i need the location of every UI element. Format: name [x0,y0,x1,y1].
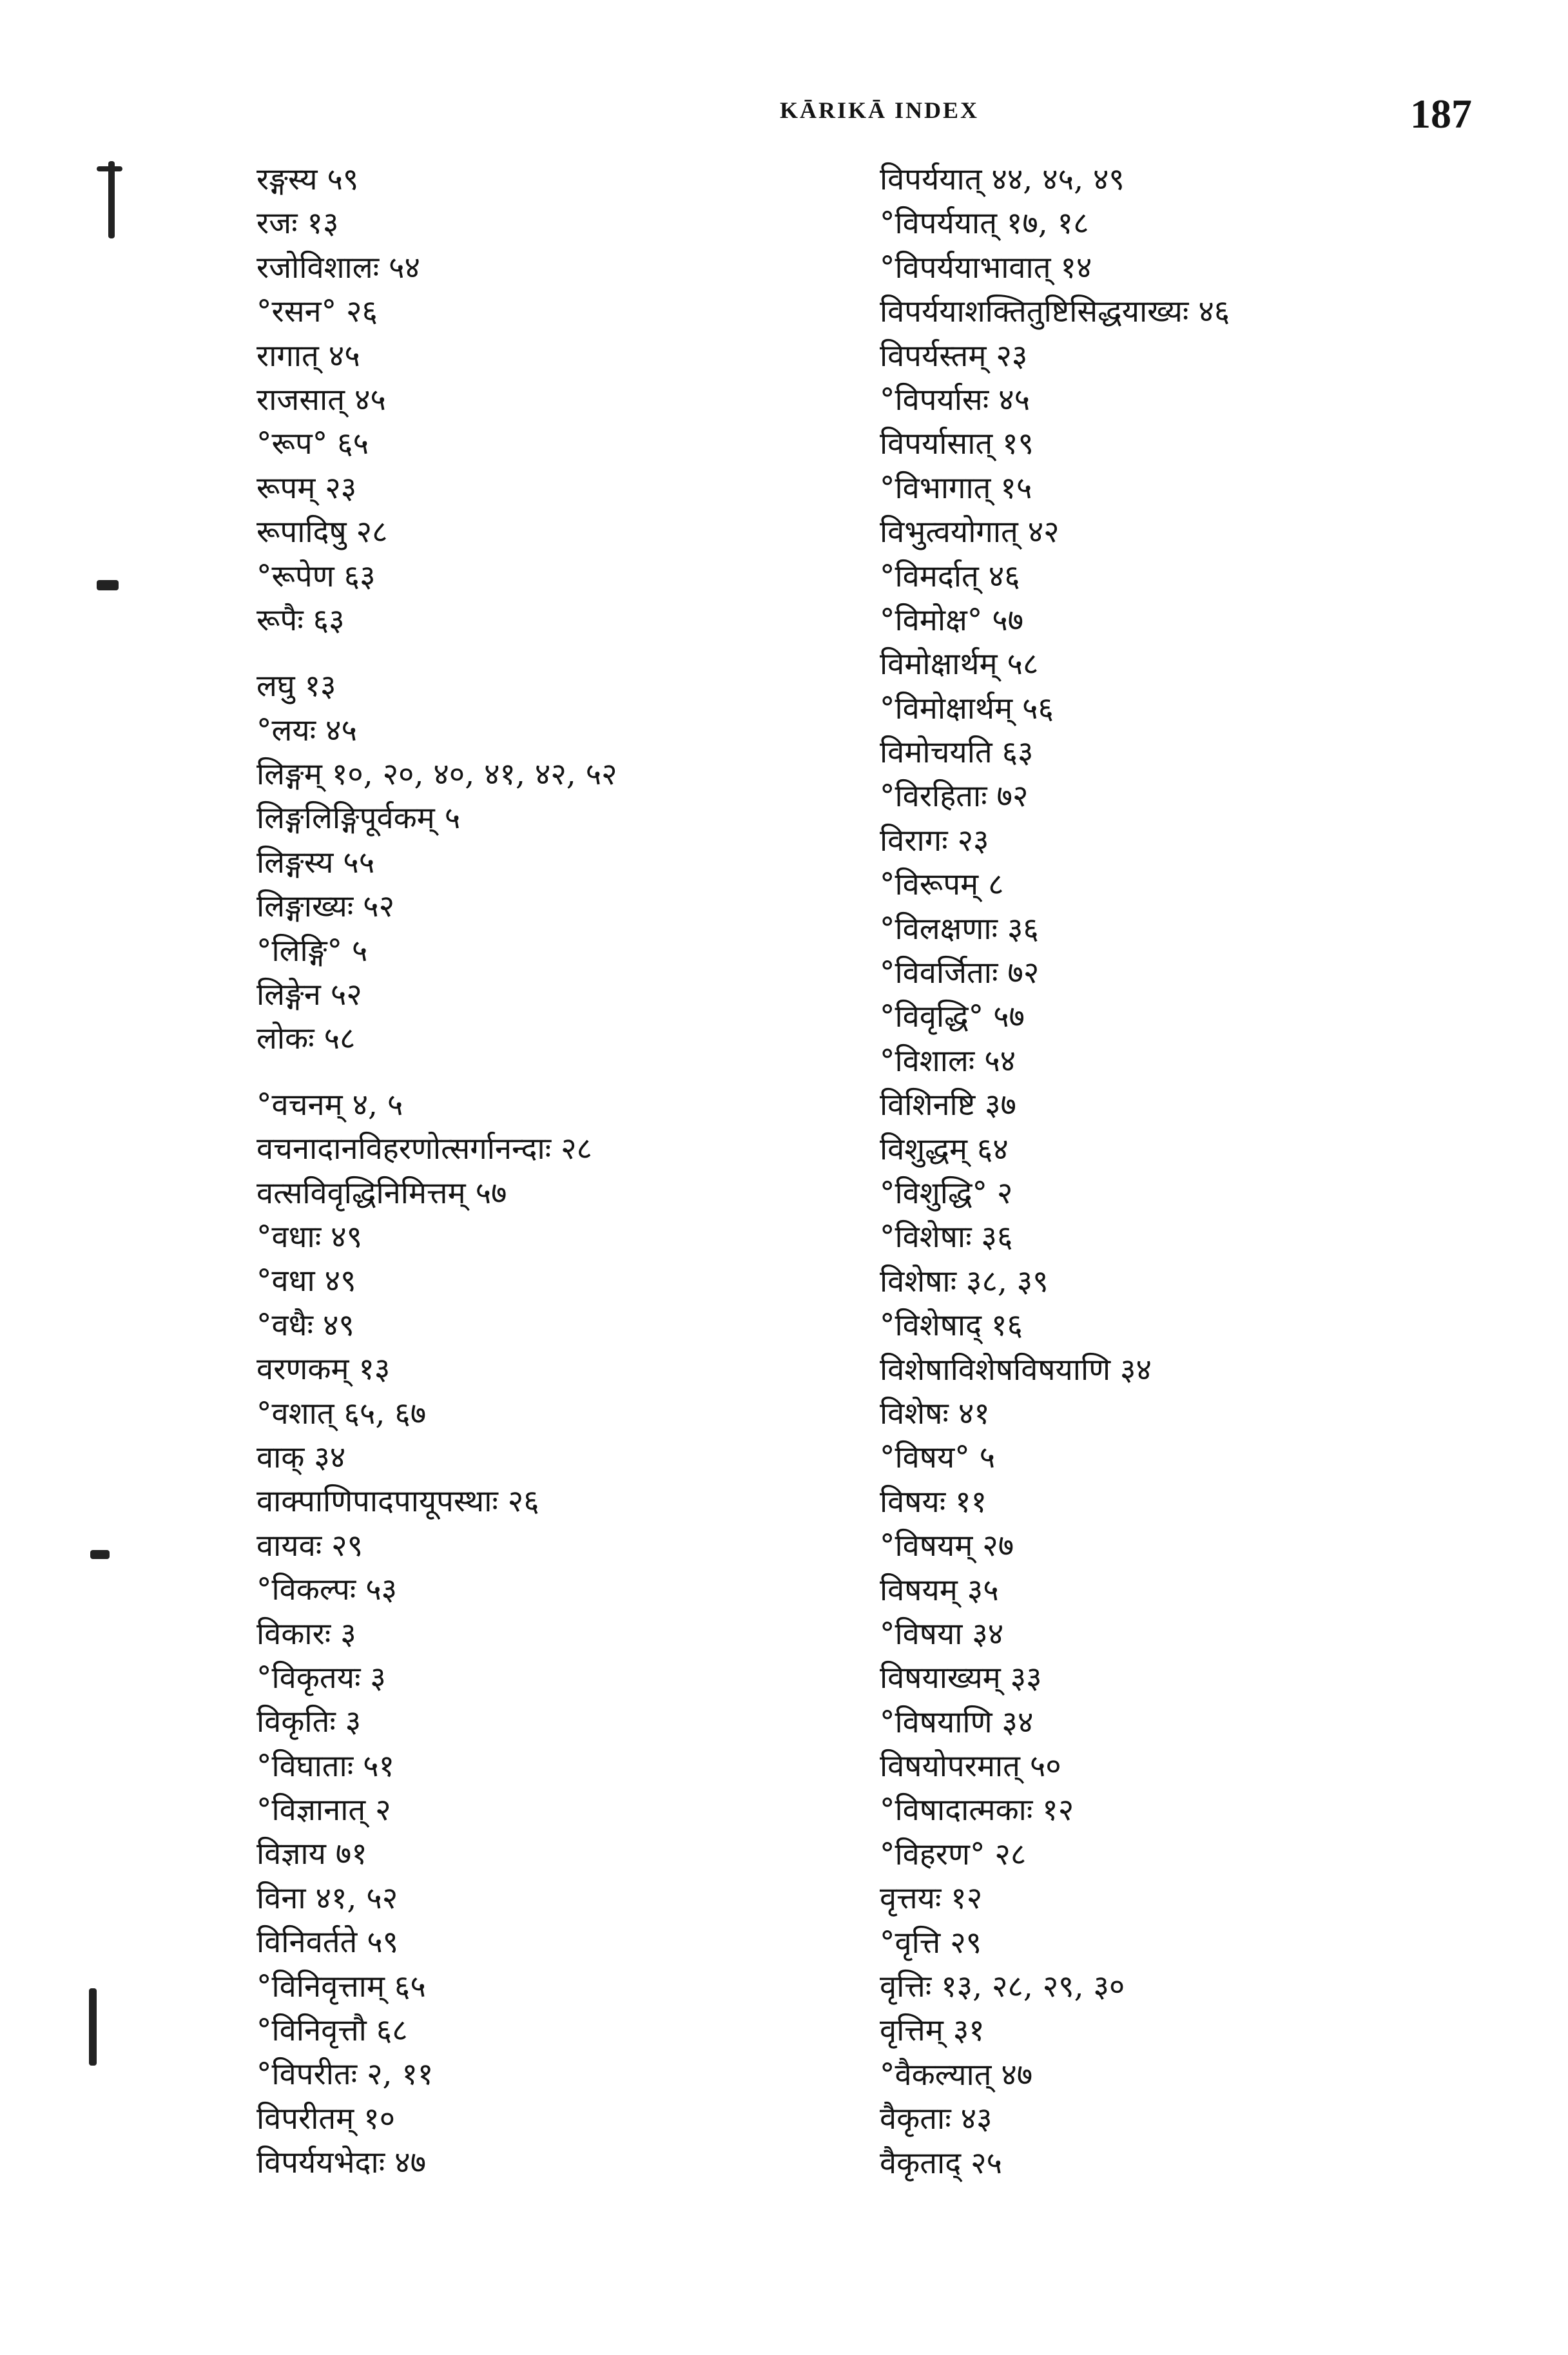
index-entry: वृत्तिः १३, २८, २९, ३० [880,1969,1125,2005]
index-entry: °विशेषाद् १६ [880,1308,1023,1344]
index-entry: °विज्ञानात् २ [256,1792,391,1828]
index-entry: रजोविशालः ५४ [256,249,420,286]
index-entry: °वधाः ४९ [256,1219,363,1255]
index-entry: विपर्यस्तम् २३ [880,338,1028,374]
index-entry: °विनिवृत्तौ ६८ [256,2013,408,2049]
index-entry: विकारः ३ [256,1616,356,1652]
index-entry: °विशुद्धि° २ [880,1175,1013,1211]
index-entry: विषयोपरमात् ५० [880,1749,1061,1785]
index-entry: °विषादात्मकाः १२ [880,1792,1074,1828]
index-entry: °विषयम् २७ [880,1528,1014,1564]
index-entry: विपरीतम् १० [256,2100,396,2137]
index-entry: विज्ञाय ७१ [256,1836,367,1872]
index-entry: °विषयाणि ३४ [880,1704,1034,1740]
index-entry: वत्सविवृद्धिनिमित्तम् ५७ [256,1175,507,1211]
index-entry: लिङ्गलिङ्गिपूर्वकम् ५ [256,800,461,837]
index-entry: विमोचयति ६३ [880,735,1034,771]
scan-mark [97,166,122,171]
index-entry: °रूप° ६५ [256,426,369,462]
index-entry: °लिङ्गि° ५ [256,933,368,969]
index-entry: °विभागात् १५ [880,470,1032,506]
index-entry: विभुत्वयोगात् ४२ [880,514,1060,550]
left-index-column [256,158,901,2185]
index-entry: °विनिवृत्ताम् ६५ [256,1968,426,2004]
index-entry: °विपर्ययाभावात् १४ [880,249,1092,286]
index-entry: °विवर्जिताः ७२ [880,955,1040,991]
index-entry: °विपर्ययात् १७, १८ [880,206,1089,242]
index-entry: विशिनष्टि ३७ [880,1087,1016,1123]
index-entry: °विशेषाः ३६ [880,1219,1013,1255]
index-entry: °वैकल्यात् ४७ [880,2057,1033,2093]
index-entry: °विषया ३४ [880,1616,1004,1652]
index-entry: विपर्यासात् १९ [880,426,1034,462]
index-entry: विषयः ११ [880,1484,987,1520]
scan-mark [89,1988,97,2066]
page-number: 187 [1410,91,1472,137]
index-entry: °वचनम् ४, ५ [256,1087,403,1123]
index-entry: °वृत्ति २९ [880,1924,982,1961]
index-entry: विपर्ययभेदाः ४७ [256,2145,427,2181]
index-entry: रूपैः ६३ [256,602,345,638]
index-entry: विषयाख्यम् ३३ [880,1660,1042,1696]
index-entry: रङ्गस्य ५९ [256,162,359,197]
index-entry: वाक् ३४ [256,1439,346,1475]
index-entry: वैकृताद् २५ [880,2145,1002,2181]
index-entry: °विमर्दात् ४६ [880,558,1020,594]
index-entry: लिङ्गेन ५२ [256,977,362,1013]
index-entry: °विशालः ५४ [880,1043,1016,1079]
index-entry: वचनादानविहरणोत्सर्गानन्दाः २८ [256,1131,592,1167]
right-index-column [880,158,1550,2185]
index-entry: विशुद्धम् ६४ [880,1131,1009,1167]
index-entry: °विवृद्धि° ५७ [880,999,1025,1035]
index-entry: वरणकम् १३ [256,1352,391,1388]
index-entry: विमोक्षार्थम् ५८ [880,646,1039,683]
scan-mark [97,580,119,590]
index-entry: °विहरण° २८ [880,1836,1027,1872]
index-entry: लोकः ५८ [256,1021,356,1057]
index-entry: °विषय° ५ [880,1440,996,1476]
index-entry: विशेषः ४१ [880,1395,990,1431]
index-entry: रागात् ४५ [256,338,360,374]
index-entry: विपर्ययात् ४४, ४५, ४९ [880,162,1125,197]
index-entry: °विरहिताः ७२ [880,779,1029,815]
index-entry: वैकृताः ४३ [880,2101,992,2137]
index-entry: विषयम् ३५ [880,1572,999,1608]
index-entry: रूपादिषु २८ [256,514,388,550]
index-entry: °वशात् ६५, ६७ [256,1395,427,1431]
scan-mark [108,161,115,238]
index-entry: वाक्पाणिपादपायूपस्थाः २६ [256,1484,539,1520]
index-entry: रजः १३ [256,206,339,242]
scan-mark [90,1550,110,1559]
index-entry: विनिवर्तते ५९ [256,1924,399,1961]
index-entry: विरागः २३ [880,822,989,858]
index-entry: वृत्तयः १२ [880,1881,983,1917]
index-entry: °विघाताः ५१ [256,1748,395,1784]
index-entry: वायवः २९ [256,1527,363,1564]
index-entry: विशेषाविशेषविषयाणि ३४ [880,1352,1152,1388]
index-entry: विशेषाः ३८, ३९ [880,1263,1049,1299]
index-entry: वृत्तिम् ३१ [880,2013,985,2049]
index-entry: विपर्ययाशक्तितुष्टिसिद्धयाख्यः ४६ [880,294,1230,330]
index-entry: लिङ्गम् १०, २०, ४०, ४१, ४२, ५२ [256,757,617,793]
index-entry: °विलक्षणाः ३६ [880,911,1039,947]
index-entry: °विपर्यासः ४५ [880,382,1031,418]
index-entry: लिङ्गाख्यः ५२ [256,889,395,925]
index-entry: °विरूपम् ८ [880,867,1004,903]
index-entry: °विमोक्ष° ५७ [880,602,1024,638]
index-entry: °विकृतयः ३ [256,1660,386,1696]
index-entry: °रसन° २६ [256,294,378,330]
index-entry: °रूपेण ६३ [256,558,376,594]
running-head: KĀRIKĀ INDEX [780,97,980,123]
index-entry: °वधैः ४९ [256,1307,354,1343]
index-entry: °विपरीतः २, ११ [256,2057,434,2093]
index-entry: विकृतिः ३ [256,1704,362,1740]
index-entry: °विमोक्षार्थम् ५६ [880,690,1054,726]
index-entry: °लयः ४५ [256,712,357,748]
index-entry: °विकल्पः ५३ [256,1572,398,1608]
index-entry: °वधा ४९ [256,1263,356,1299]
index-entry: राजसात् ४५ [256,382,386,418]
index-entry: रूपम् २३ [256,470,357,506]
index-entry: विना ४१, ५२ [256,1880,398,1916]
index-entry: लघु १३ [256,668,336,704]
index-entry: लिङ्गस्य ५५ [256,844,375,880]
